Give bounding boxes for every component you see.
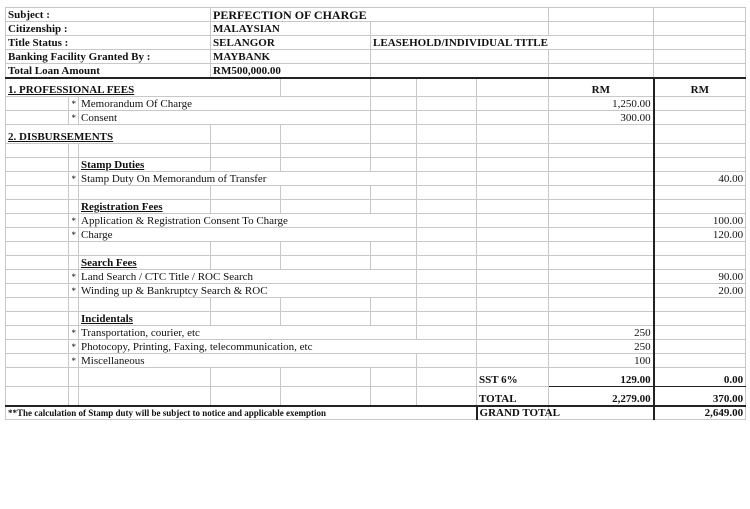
title-status-row (6, 36, 746, 50)
rm-column-header-1: RM (549, 78, 654, 97)
total-label: TOTAL (477, 387, 549, 406)
fee-row (6, 284, 746, 298)
fee-row (6, 214, 746, 228)
subject-row (6, 8, 746, 22)
fee-amount-col2 (654, 97, 746, 111)
loan-value: RM500,000.00 (211, 64, 371, 78)
fee-label: Memorandum Of Charge (79, 97, 371, 111)
registration-fees-title: Registration Fees (79, 200, 211, 214)
citizenship-label: Citizenship : (6, 22, 211, 36)
search-fees-title: Search Fees (79, 256, 211, 270)
disbursements-title: 2. DISBURSEMENTS (6, 125, 211, 144)
grand-total-row (6, 406, 746, 420)
fee-amount-col1: 100 (549, 354, 654, 368)
bullet: * (69, 172, 79, 186)
subject-label: Subject : (6, 8, 211, 22)
fee-label: Charge (79, 228, 417, 242)
stamp-duties-title: Stamp Duties (79, 158, 211, 172)
fee-row (6, 228, 746, 242)
fee-amount-col1 (549, 228, 654, 242)
fee-amount-col1: 300.00 (549, 111, 654, 125)
fee-amount-col2: 20.00 (654, 284, 746, 298)
fee-amount-col2: 90.00 (654, 270, 746, 284)
bullet: * (69, 228, 79, 242)
fee-amount-col1: 250 (549, 326, 654, 340)
banking-label: Banking Facility Granted By : (6, 50, 211, 64)
fee-amount-col2 (654, 354, 746, 368)
title-status-label: Title Status : (6, 36, 211, 50)
professional-fees-header-row (6, 78, 746, 97)
fee-amount-col2 (654, 111, 746, 125)
fee-amount-col1 (549, 172, 654, 186)
fee-amount-col2 (654, 340, 746, 354)
bullet: * (69, 284, 79, 298)
fee-amount-col1 (549, 270, 654, 284)
fee-label: Land Search / CTC Title / ROC Search (79, 270, 417, 284)
loan-row (6, 64, 746, 78)
grand-total-value: 2,649.00 (654, 406, 746, 420)
sst-label: SST 6% (477, 368, 549, 387)
sst-amount-col2: 0.00 (654, 368, 746, 387)
search-fees-header-row (6, 256, 746, 270)
fee-row (6, 326, 746, 340)
quotation-sheet (5, 7, 745, 502)
fee-label: Stamp Duty On Memorandum of Transfer (79, 172, 417, 186)
bullet: * (69, 340, 79, 354)
fee-label: Photocopy, Printing, Faxing, telecommunication, etc (79, 340, 477, 354)
stamp-duty-footnote: **The calculation of Stamp duty will be subject to notice and applicable exemption (6, 406, 477, 420)
total-amount-col2: 370.00 (654, 387, 746, 406)
fee-row (6, 172, 746, 186)
bullet: * (69, 214, 79, 228)
fee-label: Miscellaneous (79, 354, 417, 368)
fee-amount-col1 (549, 214, 654, 228)
citizenship-value: MALAYSIAN (211, 22, 371, 36)
bullet: * (69, 326, 79, 340)
spacer-row (6, 186, 746, 200)
spacer-row (6, 144, 746, 158)
spacer-row (6, 242, 746, 256)
banking-row (6, 50, 746, 64)
bullet: * (69, 354, 79, 368)
total-amount-col1: 2,279.00 (549, 387, 654, 406)
professional-fees-title: 1. PROFESSIONAL FEES (6, 78, 281, 97)
fee-amount-col2 (654, 326, 746, 340)
fee-amount-col2: 40.00 (654, 172, 746, 186)
fee-row (6, 97, 746, 111)
grand-total-label: GRAND TOTAL (477, 406, 549, 420)
fee-label: Winding up & Bankruptcy Search & ROC (79, 284, 417, 298)
incidentals-title: Incidentals (79, 312, 211, 326)
citizenship-row (6, 22, 746, 36)
sst-amount-col1: 129.00 (549, 368, 654, 387)
stamp-duties-header-row (6, 158, 746, 172)
fee-amount-col1: 1,250.00 (549, 97, 654, 111)
fee-label: Application & Registration Consent To Charge (79, 214, 417, 228)
fee-label: Consent (79, 111, 371, 125)
fee-table (5, 7, 746, 420)
subject-value: PERFECTION OF CHARGE (211, 8, 549, 22)
banking-value: MAYBANK (211, 50, 371, 64)
bullet: * (69, 270, 79, 284)
bullet: * (69, 111, 79, 125)
spacer-row (6, 298, 746, 312)
fee-row (6, 111, 746, 125)
title-status-value: SELANGOR (211, 36, 371, 50)
fee-amount-col1 (549, 284, 654, 298)
bullet: * (69, 97, 79, 111)
registration-fees-header-row (6, 200, 746, 214)
fee-amount-col2: 100.00 (654, 214, 746, 228)
disbursements-header-row (6, 125, 746, 144)
fee-amount-col1: 250 (549, 340, 654, 354)
fee-amount-col2: 120.00 (654, 228, 746, 242)
fee-row (6, 354, 746, 368)
rm-column-header-2: RM (654, 78, 746, 97)
incidentals-header-row (6, 312, 746, 326)
sst-row (6, 368, 746, 387)
title-status-extra: LEASEHOLD/INDIVIDUAL TITLE (371, 36, 654, 50)
fee-row (6, 340, 746, 354)
loan-label: Total Loan Amount (6, 64, 211, 78)
fee-row (6, 270, 746, 284)
fee-label: Transportation, courier, etc (79, 326, 417, 340)
total-row (6, 387, 746, 406)
